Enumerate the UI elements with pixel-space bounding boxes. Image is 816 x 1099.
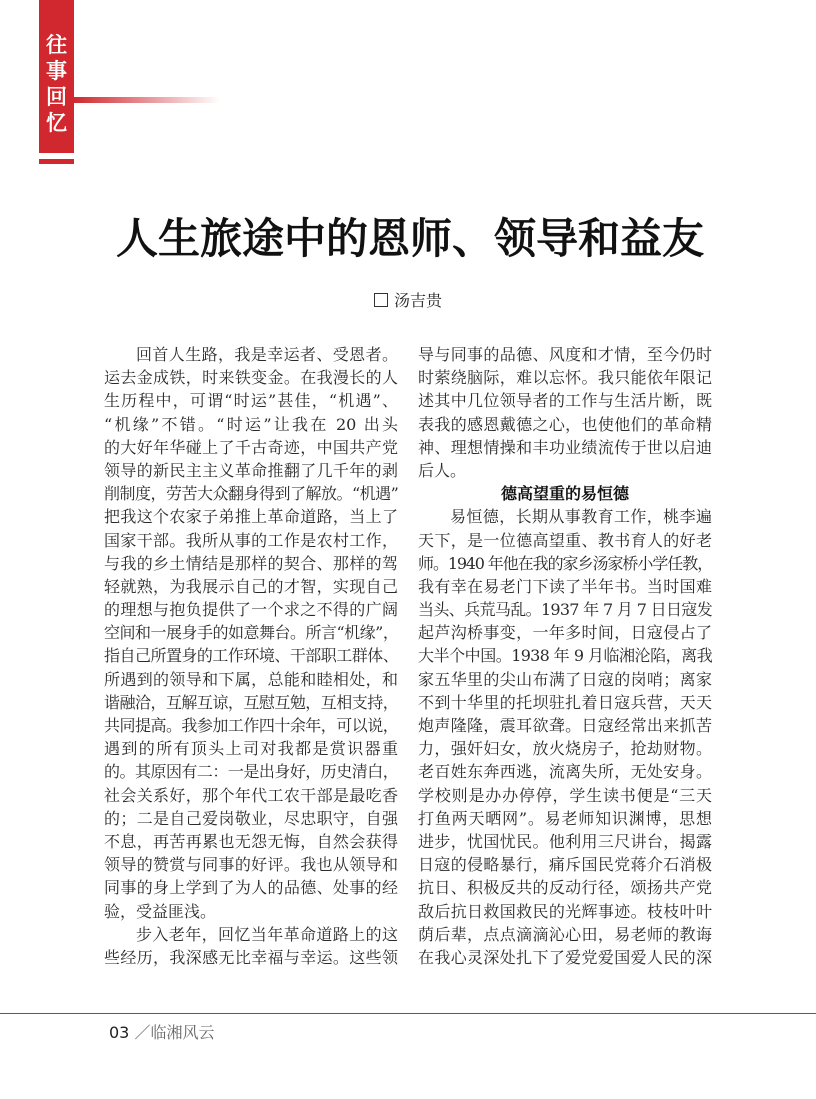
text-line: 领导的新民主主义革命推翻了几千年的剥	[104, 460, 398, 480]
article-title: 人生旅途中的恩师、领导和益友	[115, 214, 704, 263]
text-line: 遇到的所有顶头上司对我都是赏识器重	[104, 739, 398, 759]
text-line: “机缘”不错。“时运”让我在 20 出头	[104, 414, 398, 434]
page-footer	[109, 1020, 214, 1043]
footer-divider	[0, 1013, 816, 1014]
text-line: 领导的赞赏与同事的好评。我也从领导和	[104, 855, 398, 875]
text-line: 不到十华里的托坝驻扎着日寇兵营，天天	[418, 692, 712, 712]
text-line: 回首人生路，我是幸运者、受恩者。	[136, 345, 398, 364]
text-line: 后人。	[418, 460, 467, 480]
text-line: 导与同事的品德、风度和才情，至今仍时	[418, 345, 712, 364]
text-line: 指自己所置身的工作环境、干部职工群体、	[104, 646, 398, 666]
footer-separator: ／	[134, 1023, 151, 1042]
section-label-char: 回	[46, 84, 67, 109]
text-line: 荫后辈，点点滴滴沁心田，易老师的教诲	[418, 924, 712, 944]
text-line: 起芦沟桥事变，一年多时间，日寇侵占了	[418, 623, 712, 643]
text-line: 的理想与抱负提供了一个求之不得的广阔	[104, 600, 398, 620]
left-column	[104, 343, 398, 969]
text-line: 在我心灵深处扎下了爱党爱国爱人民的深	[418, 947, 712, 967]
text-line: 把我这个农家子弟推上革命道路，当上了	[104, 507, 398, 527]
decorative-gradient-line	[74, 97, 220, 103]
text-line: 炮声隆隆，震耳欲聋。日寇经常出来抓苦	[418, 716, 712, 735]
text-line: 些经历，我深感无比幸福与幸运。这些领	[104, 947, 398, 967]
text-line: 当头、兵荒马乱。1937 年 7 月 7 日日寇发	[418, 600, 712, 620]
text-line: 打鱼两天晒网”。易老师知识渊博，思想	[418, 808, 712, 828]
text-line: 国家干部。我所从事的工作是农村工作，	[104, 530, 398, 550]
text-line: 社会关系好，那个年代工农干部是最吃香	[104, 785, 398, 805]
text-line: 表我的感恩戴德之心，也使他们的革命精	[418, 414, 712, 434]
decorative-bar	[39, 159, 74, 164]
text-line: 的大好年华碰上了千古奇迹，中国共产党	[104, 437, 398, 457]
text-line: 老百姓东奔西逃，流离失所，无处安身。	[418, 762, 712, 782]
text-line: 所遇到的领导和下属，总能和睦相处，和	[104, 669, 398, 689]
text-line: 力，强奸妇女，放火烧房子，抢劫财物。	[418, 739, 712, 759]
text-line: 的；二是自己爱岗敬业，尽忠职守，自强	[104, 808, 398, 828]
text-line: 进步，忧国忧民。他利用三尺讲台，揭露	[418, 831, 712, 851]
text-line: 家五华里的尖山布满了日寇的岗哨；离家	[418, 669, 712, 689]
text-line: 日寇的侵略暴行，痛斥国民党蒋介石消极	[418, 855, 712, 875]
text-line: 易恒德，长期从事教育工作，桃李遍	[450, 507, 712, 527]
section-label-char: 忆	[46, 110, 67, 135]
right-column	[418, 343, 712, 969]
text-line: 师。1940 年他在我的家乡汤家桥小学任教，	[418, 553, 712, 573]
text-line: 与我的乡土情结是那样的契合、那样的驾	[104, 553, 398, 573]
text-line: 述其中几位领导者的工作与生活片断，既	[418, 391, 712, 411]
magazine-name: 临湘风云	[150, 1023, 215, 1042]
section-tab	[39, 0, 74, 153]
author-name: 汤吉贵	[393, 291, 442, 310]
section-label-char: 事	[46, 58, 67, 83]
section-label-char: 往	[46, 32, 67, 57]
text-line: 同事的身上学到了为人的品德、处事的经	[104, 878, 398, 898]
text-line: 我有幸在易老门下读了半年书。当时国难	[418, 576, 712, 596]
text-line: 共同提高。我参加工作四十余年，可以说，	[104, 716, 398, 735]
text-line: 空间和一展身手的如意舞台。所言“机缘”，	[104, 623, 399, 643]
text-line: 抗日、积极反共的反动行径，颂扬共产党	[418, 878, 712, 898]
text-line: 轻就熟，为我展示自己的才智，实现自己	[104, 576, 398, 596]
author-byline	[0, 288, 816, 311]
byline-box-icon	[374, 293, 388, 307]
text-line: 生历程中，可谓“时运”甚佳，“机遇”、	[104, 391, 398, 411]
text-line: 学校则是办办停停，学生读书便是“三天	[418, 785, 712, 805]
text-line: 神、理想情操和丰功业绩流传于世以启迪	[418, 437, 712, 457]
text-line: 不息，再苦再累也无怨无悔，自然会获得	[104, 831, 398, 851]
text-line: 的。其原因有二：一是出身好，历史清白，	[104, 762, 398, 782]
text-line: 时萦绕脑际，难以忘怀。我只能依年限记	[418, 368, 712, 388]
text-line: 运去金成铁，时来铁变金。在我漫长的人	[104, 368, 398, 388]
subheading: 德高望重的易恒德	[500, 484, 629, 504]
text-line: 大半个中国。1938 年 9 月临湘沦陷，离我	[418, 646, 712, 666]
text-line: 谐融洽，互解互谅，互慰互勉，互相支持，	[104, 692, 398, 712]
page-number: 03	[109, 1023, 130, 1042]
text-line: 验，受益匪浅。	[104, 901, 217, 921]
text-line: 天下，是一位德高望重、教书育人的好老	[418, 530, 712, 550]
text-line: 削制度，劳苦大众翻身得到了解放。“机遇”	[104, 484, 399, 504]
text-line: 步入老年，回忆当年革命道路上的这	[136, 924, 398, 944]
text-line: 敌后抗日救国救民的光辉事迹。枝枝叶叶	[418, 901, 712, 921]
